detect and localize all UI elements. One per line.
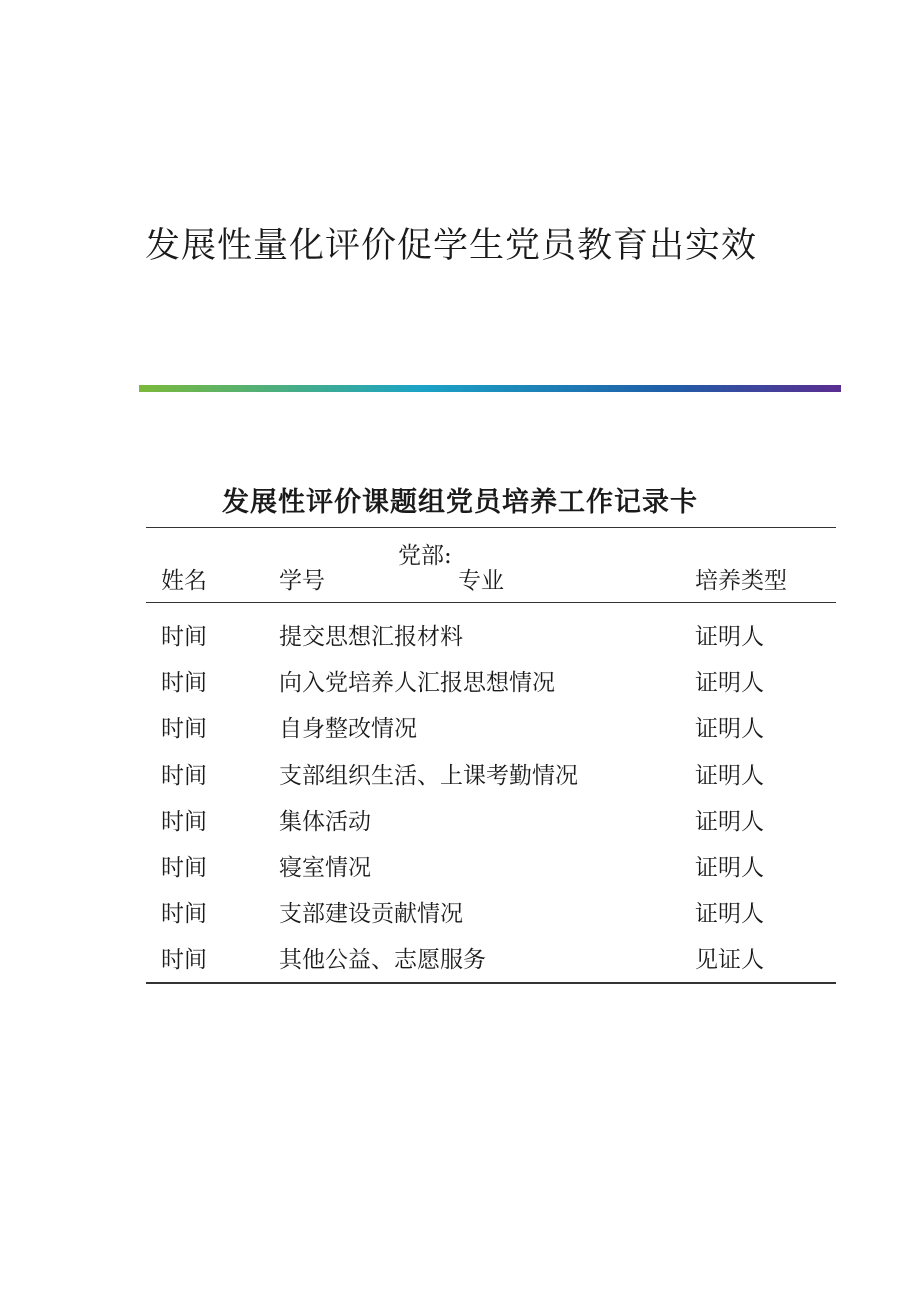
row-witness: 证明人 (695, 809, 764, 835)
row-item: 支部建设贡献情况 (279, 901, 463, 927)
row-witness: 证明人 (695, 855, 764, 881)
header-student-id: 学号 (279, 568, 325, 594)
row-item: 集体活动 (279, 809, 371, 835)
card-title: 发展性评价课题组党员培养工作记录卡 (222, 487, 698, 518)
row-time: 时间 (161, 901, 207, 927)
row-witness: 证明人 (695, 763, 764, 789)
row-item: 寝室情况 (279, 855, 371, 881)
document-title: 发展性量化评价促学生党员教育出实效 (145, 226, 758, 266)
row-time: 时间 (161, 809, 207, 835)
table-row (0, 618, 920, 648)
row-time: 时间 (161, 855, 207, 881)
row-item: 自身整改情况 (279, 716, 417, 742)
table-top-rule (146, 527, 836, 528)
header-training-type: 培养类型 (695, 568, 787, 594)
table-row (0, 710, 920, 740)
row-time: 时间 (161, 716, 207, 742)
table-row (0, 941, 920, 971)
row-item: 提交思想汇报材料 (279, 624, 463, 650)
table-row (0, 664, 920, 694)
row-time: 时间 (161, 624, 207, 650)
row-witness: 证明人 (695, 670, 764, 696)
row-item: 向入党培养人汇报思想情况 (279, 670, 555, 696)
table-row (0, 803, 920, 833)
table-row (0, 895, 920, 925)
table-bottom-rule (146, 982, 836, 984)
row-witness: 证明人 (695, 901, 764, 927)
row-witness: 证明人 (695, 716, 764, 742)
table-row (0, 849, 920, 879)
row-item: 其他公益、志愿服务 (279, 947, 486, 973)
row-time: 时间 (161, 947, 207, 973)
header-branch: 党部: (398, 543, 452, 569)
header-name: 姓名 (161, 568, 207, 594)
header-major: 专业 (458, 568, 504, 594)
row-witness: 证明人 (695, 624, 764, 650)
row-time: 时间 (161, 763, 207, 789)
table-header-rule (146, 602, 836, 603)
row-item: 支部组织生活、上课考勤情况 (279, 763, 578, 789)
row-witness: 见证人 (695, 947, 764, 973)
row-time: 时间 (161, 670, 207, 696)
table-row (0, 757, 920, 787)
gradient-divider (139, 385, 841, 392)
